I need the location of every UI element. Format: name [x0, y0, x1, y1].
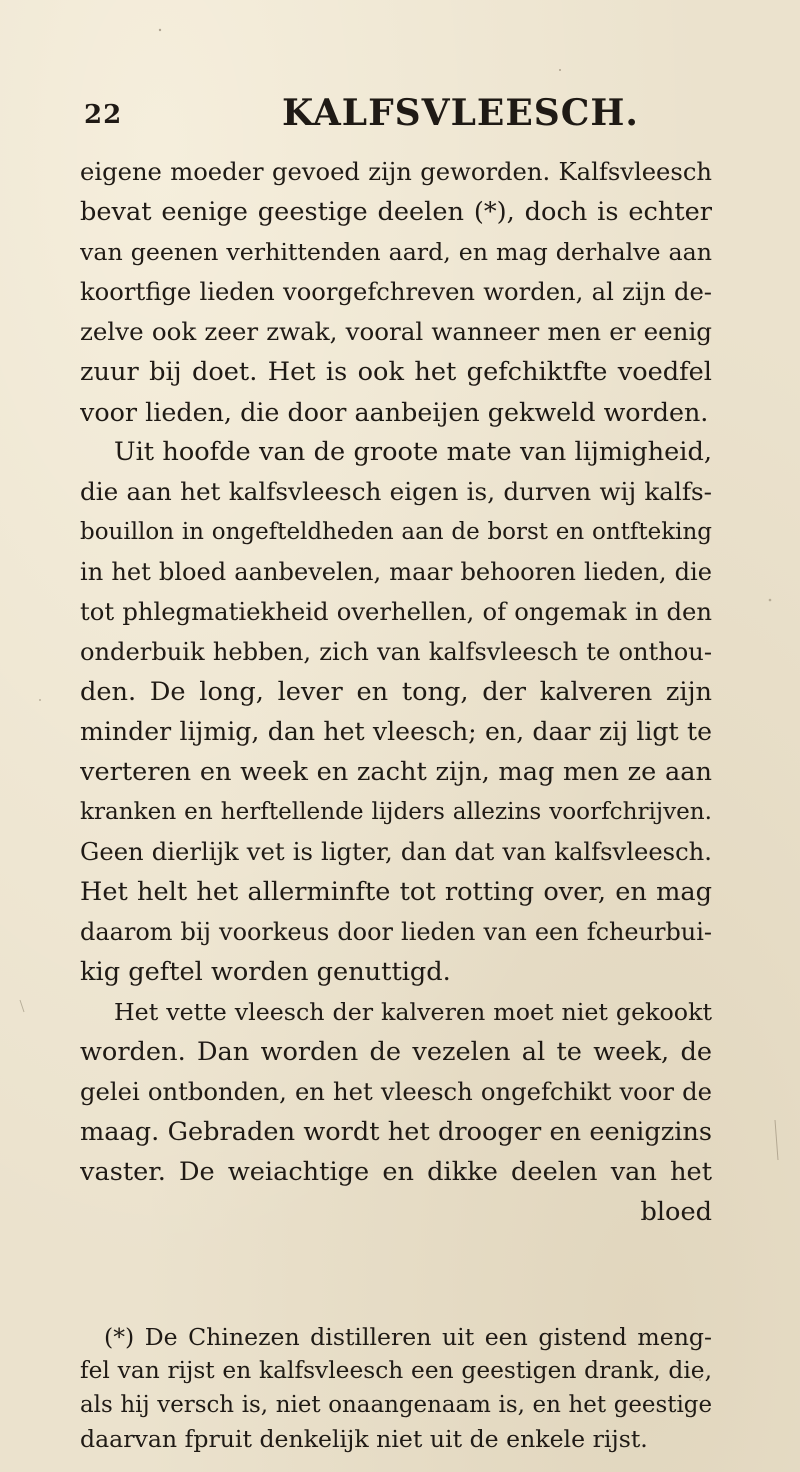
footnote-line: fel van rijst en kalfsvleesch een geestigen drank, die, — [80, 1357, 712, 1384]
footnote-line: daarvan fpruit denkelijk niet uit de enkele rijst. — [80, 1425, 648, 1453]
text-line: Het helt het allerminfte tot rotting over, en mag — [80, 877, 712, 907]
text-line: koortfige lieden voorgefchreven worden, al zijn de- — [80, 277, 712, 306]
text-line: in het bloed aanbevelen, maar behooren lieden, die — [80, 558, 712, 586]
text-line: gelei ontbonden, en het vleesch ongefchikt voor de — [80, 1077, 712, 1106]
text-line: voor lieden, die door aanbeijen gekweld worden. — [80, 397, 709, 427]
main-text — [80, 152, 712, 1232]
text-line: vaster. De weiachtige en dikke deelen van het — [80, 1157, 712, 1187]
text-line: Geen dierlijk vet is ligter, dan dat van kalfsvleesch. — [80, 837, 712, 866]
page-header — [0, 92, 800, 142]
text-line: kig geftel worden genuttigd. — [80, 957, 451, 987]
text-line: worden. Dan worden de vezelen al te week, de — [80, 1037, 712, 1067]
text-line: maag. Gebraden wordt het drooger en eenigzins — [80, 1117, 712, 1147]
text-line: den. De long, lever en tong, der kalveren zijn — [80, 677, 712, 707]
text-line: eigene moeder gevoed zijn geworden. Kalfsvleesch — [80, 157, 712, 186]
text-line: onderbuik hebben, zich van kalfsvleesch te onthou- — [80, 638, 712, 666]
footnote — [80, 1320, 712, 1456]
text-line: Uit hoofde van de groote mate van lijmigheid, — [114, 437, 712, 467]
running-title: KALFSVLEESCH. — [282, 92, 639, 134]
text-line: zuur bij doet. Het is ook het gefchiktfte voedfel — [80, 357, 712, 387]
text-line: tot phlegmatiekheid overhellen, of ongemak in den — [80, 597, 712, 626]
footnote-line: als hij versch is, niet onaangenaam is, en het geestige — [80, 1392, 712, 1418]
text-line: bouillon in ongefteldheden aan de borst en ontfteking — [80, 519, 712, 545]
text-line: minder lijmig, dan het vleesch; en, daar zij ligt te — [80, 717, 712, 746]
text-line: Het vette vleesch der kalveren moet niet gekookt — [114, 998, 712, 1026]
text-line: van geenen verhittenden aard, en mag derhalve aan — [80, 238, 712, 266]
text-line: zelve ook zeer zwak, vooral wanneer men er eenig — [80, 317, 712, 346]
text-line: die aan het kalfsvleesch eigen is, durven wij kalfs- — [80, 477, 712, 506]
footnote-line: (*) De Chinezen distilleren uit een gistend meng- — [104, 1323, 712, 1351]
text-line: kranken en herftellende lijders allezins voorfchrijven. — [80, 799, 712, 825]
catchword: bloed — [640, 1197, 712, 1227]
text-line: daarom bij voorkeus door lieden van een fcheurbui- — [80, 918, 712, 946]
text-line: bevat eenige geestige deelen (*), doch is echter — [80, 197, 712, 227]
text-line: verteren en week en zacht zijn, mag men ze aan — [80, 757, 712, 787]
page-number: 22 — [84, 100, 123, 130]
